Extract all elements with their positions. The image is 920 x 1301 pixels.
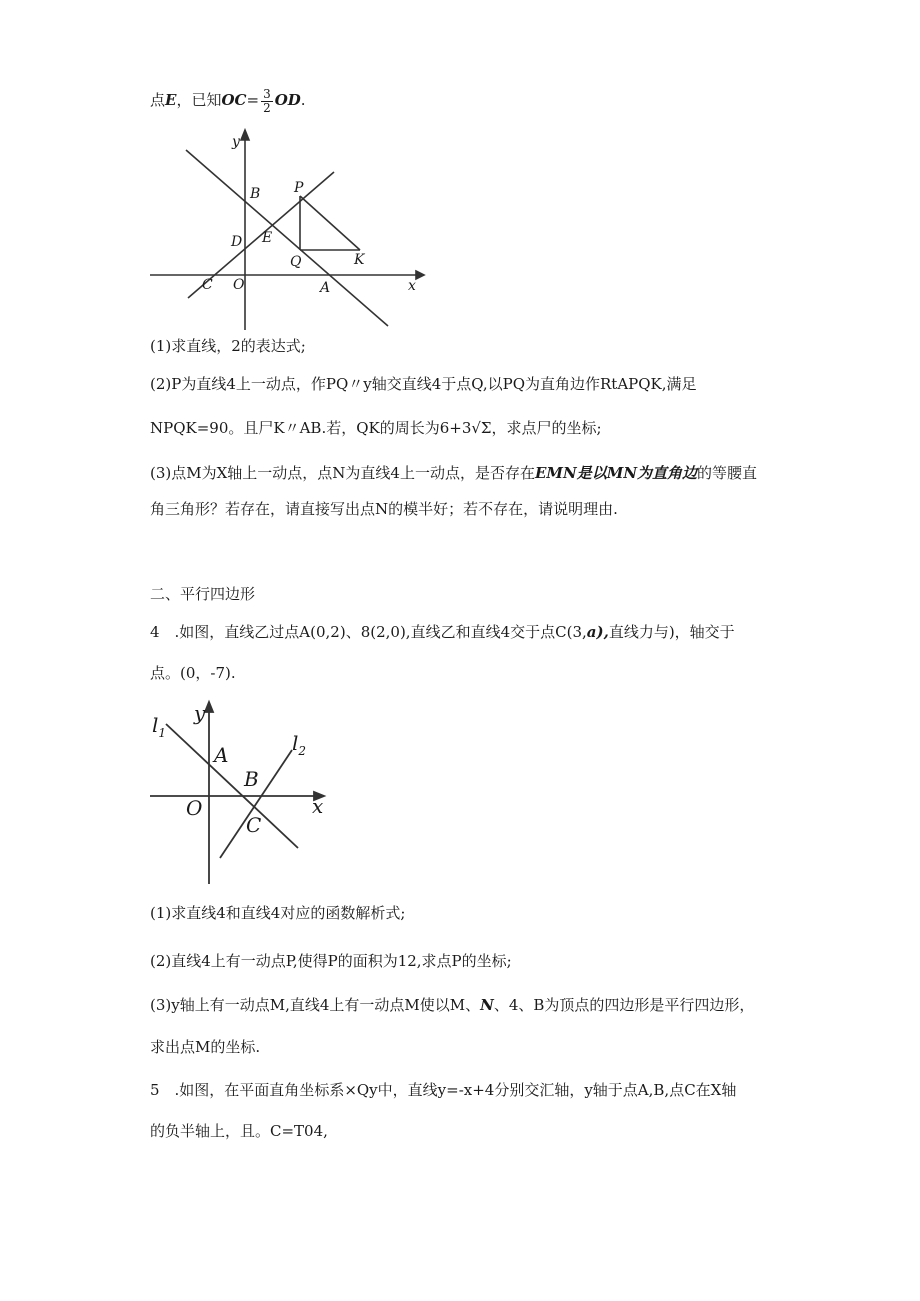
y-axis-arrow xyxy=(241,130,249,140)
fig2-l2-label xyxy=(292,731,306,758)
fig1-d-label: D xyxy=(231,234,243,250)
intro-line xyxy=(150,86,306,115)
q3-part3-italic: EMN是以MN为直角边 xyxy=(534,464,698,482)
q3-part2-line1: (2)P为直线4上一动点，作PQ〃y轴交直线4于点Q,以PQ为直角边作RtAPQK,满足 xyxy=(150,375,697,393)
fig2-o-label: O xyxy=(186,796,203,820)
fig1-y-label: y xyxy=(232,134,240,150)
segment-pk xyxy=(300,196,360,250)
fig2-l2-subscript: 2 xyxy=(298,744,307,758)
q4-part2: (2)直线4上有一动点P,使得P的面积为12,求点P的坐标; xyxy=(150,952,512,970)
intro-text-2: ，已知 xyxy=(176,91,222,109)
fig2-l1-label xyxy=(152,713,166,740)
intro-period: . xyxy=(300,91,306,109)
q3-part3-line1 xyxy=(150,463,757,483)
od-label: OD xyxy=(274,91,301,109)
fig1-a-label: A xyxy=(320,280,331,296)
q4-text-end: 直线力与)，轴交于 xyxy=(608,623,735,641)
q4-text: 4 .如图，直线乙过点A(0,2)、8(2,0),直线乙和直线4交于点C(3, xyxy=(150,623,587,641)
fig1-b-label: B xyxy=(250,186,261,202)
fig1-o-label: O xyxy=(233,277,245,293)
fig1-x-label: x xyxy=(408,278,416,294)
section-title: 二、平行四边形 xyxy=(150,585,256,603)
q4-part3-italic: N xyxy=(480,996,494,1014)
q3-part3-text-end: 的等腰直 xyxy=(697,464,758,482)
q4-line1 xyxy=(150,622,735,642)
q4-italic: a), xyxy=(586,623,609,641)
fraction-denominator: 2 xyxy=(263,100,271,115)
x-axis-arrow xyxy=(416,271,424,279)
fraction xyxy=(261,88,273,115)
fig1-e-label: E xyxy=(262,230,273,246)
q4-line2: 点。(0，-7). xyxy=(150,664,236,682)
figure-2 xyxy=(146,696,346,890)
q3-part3-text: (3)点M为X轴上一动点，点N为直线4上一动点，是否存在 xyxy=(150,464,535,482)
line-ab xyxy=(186,150,388,326)
fig2-l2-letter: l xyxy=(292,731,299,755)
q4-part3-text: (3)y轴上有一动点M,直线4上有一动点M使以M、 xyxy=(150,996,481,1014)
q4-part3-line1 xyxy=(150,995,754,1015)
fig2-y-axis-arrow xyxy=(205,702,213,712)
q3-part1: (1)求直线，2的表达式; xyxy=(150,337,306,355)
q5-line2: 的负半轴上，且。C=T04, xyxy=(150,1122,328,1140)
q4-part3-text-end: 、4、B为顶点的四边形是平行四边形， xyxy=(493,996,755,1014)
oc-label: OC xyxy=(221,91,247,109)
fig2-l1-subscript: 1 xyxy=(158,726,167,740)
fraction-numerator: 3 xyxy=(263,86,271,101)
point-e-label: E xyxy=(165,91,177,109)
fig2-x-label: x xyxy=(312,794,324,818)
fig2-c-label: C xyxy=(246,813,262,837)
fig2-b-label: B xyxy=(244,767,259,791)
fig1-q-label: Q xyxy=(290,254,302,270)
fig1-c-label: C xyxy=(202,277,213,293)
equals-sign: = xyxy=(246,91,260,109)
q3-part2-line2: NPQK=90。且尸K〃AB.若，QK的周长为6+3√Σ，求点尸的坐标; xyxy=(150,419,602,437)
fig1-p-label: P xyxy=(294,180,304,196)
fig1-k-label: K xyxy=(354,252,365,268)
intro-text: 点 xyxy=(150,91,166,109)
fig2-y-label: y xyxy=(194,701,206,725)
figure-1 xyxy=(148,126,428,336)
q4-part1: (1)求直线4和直线4对应的函数解析式; xyxy=(150,904,406,922)
fig2-a-label: A xyxy=(214,743,229,767)
fig2-l1-letter: l xyxy=(152,713,159,737)
q3-part3-line2: 角三角形？若存在，请直接写出点N的模半好；若不存在，请说明理由. xyxy=(150,500,618,518)
line-l1 xyxy=(166,724,298,848)
q4-part3-line2: 求出点M的坐标. xyxy=(150,1038,261,1056)
q5-line1: 5 .如图，在平面直角坐标系×Qy中，直线y=-x+4分别交汇轴，y轴于点A,B,点C在X轴 xyxy=(150,1081,737,1099)
